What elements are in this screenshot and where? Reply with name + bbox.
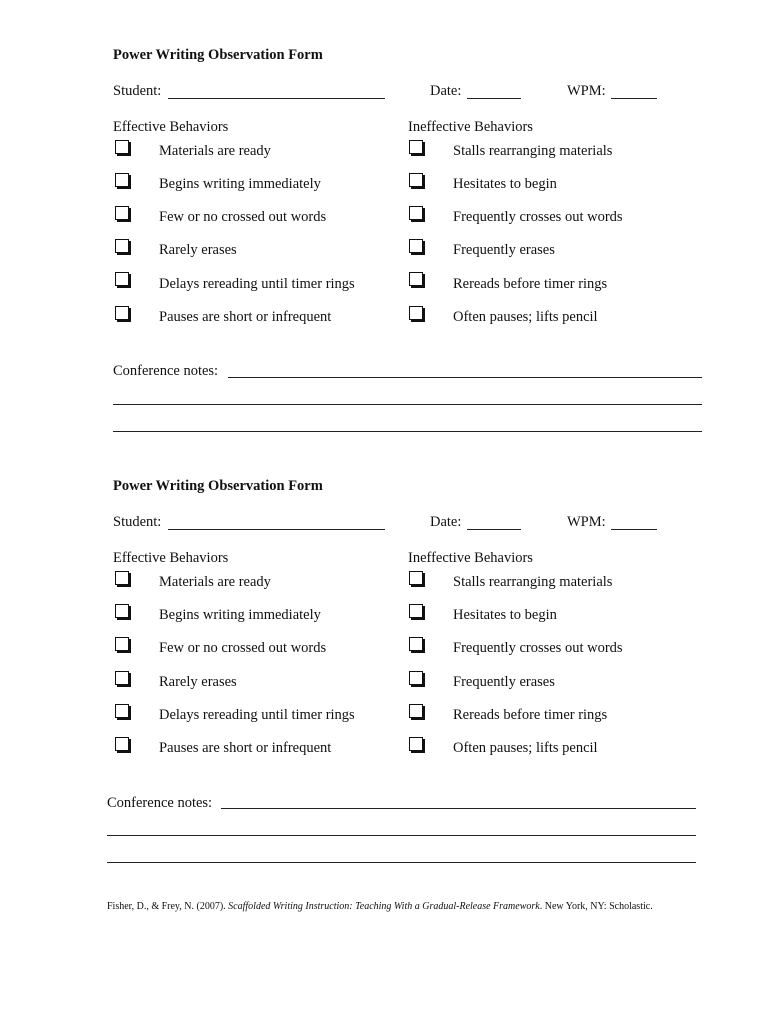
ineffective-item: Hesitates to begin <box>453 176 557 192</box>
citation <box>107 901 653 912</box>
checkbox-effective-4[interactable] <box>115 671 129 685</box>
effective-item: Pauses are short or infrequent <box>159 309 332 325</box>
wpm-label: WPM: <box>567 83 606 99</box>
date-label: Date: <box>430 83 462 99</box>
student-label: Student: <box>113 514 162 530</box>
checkbox-ineffective-2[interactable] <box>409 604 423 618</box>
effective-item: Begins writing immediately <box>159 176 321 192</box>
form-title: Power Writing Observation Form <box>113 478 323 494</box>
checkbox-ineffective-5[interactable] <box>409 272 423 286</box>
effective-item: Delays rereading until timer rings <box>159 276 355 292</box>
ineffective-header: Ineffective Behaviors <box>408 550 533 566</box>
date-label: Date: <box>430 514 462 530</box>
student-label: Student: <box>113 83 162 99</box>
checkbox-effective-5[interactable] <box>115 704 129 718</box>
ineffective-item: Frequently erases <box>453 674 555 690</box>
ineffective-header: Ineffective Behaviors <box>408 119 533 135</box>
effective-item: Pauses are short or infrequent <box>159 740 332 756</box>
effective-item: Materials are ready <box>159 143 271 159</box>
date-field[interactable] <box>467 529 521 530</box>
checkbox-effective-3[interactable] <box>115 637 129 651</box>
ineffective-item: Frequently erases <box>453 242 555 258</box>
checkbox-effective-5[interactable] <box>115 272 129 286</box>
checkbox-ineffective-3[interactable] <box>409 637 423 651</box>
checkbox-ineffective-3[interactable] <box>409 206 423 220</box>
effective-item: Materials are ready <box>159 574 271 590</box>
notes-line-2[interactable] <box>113 404 702 405</box>
checkbox-effective-1[interactable] <box>115 571 129 585</box>
notes-line-1[interactable] <box>221 808 696 809</box>
ineffective-item: Stalls rearranging materials <box>453 574 613 590</box>
wpm-label: WPM: <box>567 514 606 530</box>
checkbox-effective-4[interactable] <box>115 239 129 253</box>
checkbox-ineffective-4[interactable] <box>409 239 423 253</box>
checkbox-ineffective-1[interactable] <box>409 140 423 154</box>
citation-title: Scaffolded Writing Instruction: Teaching With a Gradual-Release Framework <box>228 901 540 912</box>
checkbox-ineffective-6[interactable] <box>409 737 423 751</box>
effective-item: Rarely erases <box>159 674 237 690</box>
checkbox-effective-6[interactable] <box>115 737 129 751</box>
ineffective-item: Hesitates to begin <box>453 607 557 623</box>
wpm-field[interactable] <box>611 98 657 99</box>
notes-line-3[interactable] <box>107 862 696 863</box>
notes-line-2[interactable] <box>107 835 696 836</box>
ineffective-item: Often pauses; lifts pencil <box>453 740 598 756</box>
citation-authors: Fisher, D., & Frey, N. (2007). <box>107 901 226 912</box>
ineffective-item: Frequently crosses out words <box>453 209 623 225</box>
ineffective-item: Frequently crosses out words <box>453 640 623 656</box>
checkbox-effective-2[interactable] <box>115 173 129 187</box>
checkbox-ineffective-2[interactable] <box>409 173 423 187</box>
ineffective-item: Often pauses; lifts pencil <box>453 309 598 325</box>
effective-item: Rarely erases <box>159 242 237 258</box>
checkbox-ineffective-6[interactable] <box>409 306 423 320</box>
ineffective-item: Stalls rearranging materials <box>453 143 613 159</box>
ineffective-item: Rereads before timer rings <box>453 707 608 723</box>
conference-notes-label: Conference notes: <box>113 363 219 379</box>
ineffective-item: Rereads before timer rings <box>453 276 608 292</box>
citation-publisher: . New York, NY: Scholastic. <box>539 901 653 912</box>
student-field[interactable] <box>168 98 385 99</box>
conference-notes-label: Conference notes: <box>107 795 213 811</box>
checkbox-ineffective-4[interactable] <box>409 671 423 685</box>
student-field[interactable] <box>168 529 385 530</box>
notes-line-3[interactable] <box>113 431 702 432</box>
effective-header: Effective Behaviors <box>113 119 229 135</box>
checkbox-effective-1[interactable] <box>115 140 129 154</box>
form-title: Power Writing Observation Form <box>113 47 323 63</box>
effective-item: Few or no crossed out words <box>159 640 327 656</box>
notes-line-1[interactable] <box>228 377 702 378</box>
effective-header: Effective Behaviors <box>113 550 229 566</box>
date-field[interactable] <box>467 98 521 99</box>
checkbox-effective-6[interactable] <box>115 306 129 320</box>
checkbox-effective-3[interactable] <box>115 206 129 220</box>
checkbox-effective-2[interactable] <box>115 604 129 618</box>
wpm-field[interactable] <box>611 529 657 530</box>
effective-item: Few or no crossed out words <box>159 209 327 225</box>
checkbox-ineffective-5[interactable] <box>409 704 423 718</box>
checkbox-ineffective-1[interactable] <box>409 571 423 585</box>
effective-item: Begins writing immediately <box>159 607 321 623</box>
effective-item: Delays rereading until timer rings <box>159 707 355 723</box>
